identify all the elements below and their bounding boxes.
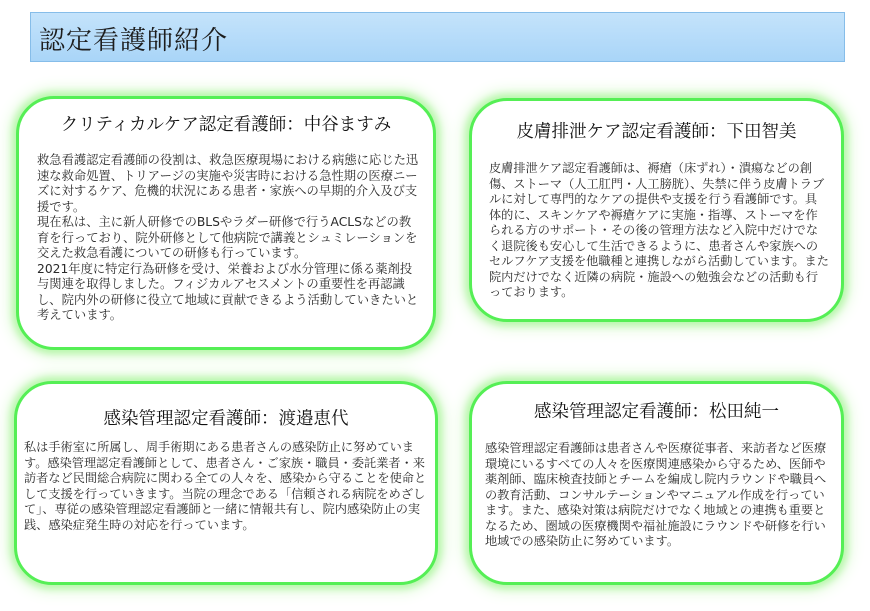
nurse-card-wound-ostomy bbox=[469, 98, 844, 322]
page-header bbox=[30, 12, 845, 62]
nurse-card-infection-control-matsuda bbox=[469, 381, 844, 585]
card-body: 私は手術室に所属し、周手術期にある患者さんの感染防止に努めています。感染管理認定看護師として、患者さん・ご家族・職員・委託業者・来訪者など民間総合病院に関わる全ての人々を、感染から守ることを使命として支援を行っていきます。当院の理念である「信頼される病院をめざして」、専従の感染管理認定看護師と一緒に情報共有し、院内感染防止の実践、感染症発生時の対応を行っています。 bbox=[24, 440, 427, 532]
card-title: 感染管理認定看護師：渡邉恵代 bbox=[103, 409, 349, 429]
nurse-card-infection-control-watanabe bbox=[14, 381, 438, 585]
page-title: 認定看護師紹介 bbox=[39, 26, 229, 56]
card-body: 救急看護認定看護師の役割は、救急医療現場における病態に応じた迅速な救命処置、トリアージの実施や災害時における急性期の医療ニーズに対するケア、危機的状況にある患者・家族への早期的介入及び支援です。 現在私は、主に新人研修でのBLSやラダー研修で行うACLSなどの教育を行っており、院外研修として他病院で講義とシュミレーションを交えた救急看護についての研修も行っています。 2021年度に特定行為研修を受け、栄養および水分管理に係る薬剤投与関連を取得しました。フィジカルアセスメントの重要性を再認識し、院内外の研修に役立て地域に貢献できるよう活動していきたいと考えています。 bbox=[37, 153, 419, 322]
card-body: 感染管理認定看護師は患者さんや医療従事者、来訪者など医療環境にいるすべての人々を医療関連感染から守るため、医師や薬剤師、臨床検査技師とチームを編成し院内ラウンドや職員への教育活動、コンサルテーションやマニュアル作成を行っています。また、感染対策は病院だけでなく地域との連携も重要となるため、圏域の医療機関や福祉施設にラウンドや研修を行い地域での感染防止に努めています。 bbox=[485, 441, 827, 548]
nurse-card-critical-care bbox=[16, 96, 436, 350]
card-title: 感染管理認定看護師：松田純一 bbox=[534, 402, 779, 422]
card-title: 皮膚排泄ケア認定看護師：下田智美 bbox=[516, 122, 797, 142]
card-title: クリティカルケア認定看護師：中谷ますみ bbox=[60, 115, 392, 135]
card-body: 皮膚排泄ケア認定看護師は、褥瘡（床ずれ）・潰瘍などの創傷、ストーマ（人工肛門・人工膀胱）、失禁に伴う皮膚トラブルに対して専門的なケアの提供や支援を行う看護師です。具体的に、スキンケアや褥瘡ケアに実施・指導、ストーマを作られる方のサポート・その後の管理方法など入院中だけでなく退院後も安心して生活できるように、患者さんや家族へのセルフケア支援を他職種と連携しながら活動しています。また院内だけでなく近隣の病院・施設への勉強会などの活動も行っております。 bbox=[489, 161, 829, 299]
